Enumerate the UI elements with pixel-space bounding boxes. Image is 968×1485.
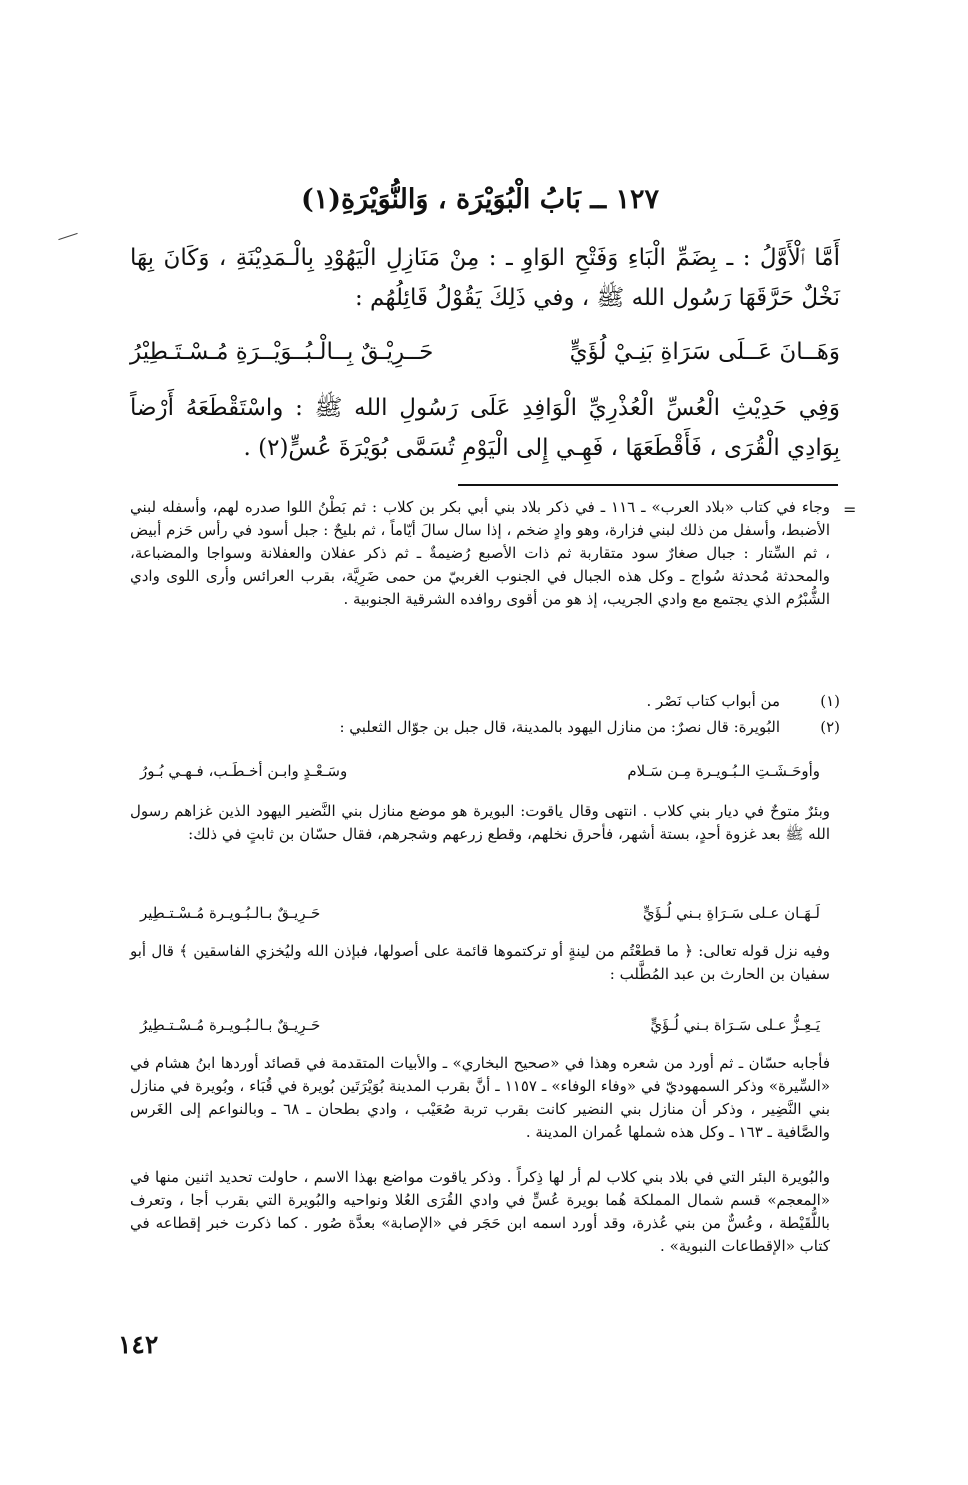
footnote-1-text: من أبواب كتاب نَصْر . <box>646 692 780 710</box>
footnote-2-number: (٢) <box>820 718 840 736</box>
footnote-separator <box>458 484 838 486</box>
footnote-verse-1-first-hemistich: وأوحَـشَـتِ الـبُـويـرة مِـن سَـلام <box>627 762 820 780</box>
footnote-verse-2-first-hemistich: لَـهَـان عـلى سَـرَاةِ بـني لُـؤَيٍّ <box>642 904 820 922</box>
chapter-title: ١٢٧ ــ بَابُ الْبُوَيْرَة ، وَالنُّوَيْرَةِ(١) <box>300 184 660 215</box>
stray-mark <box>58 233 77 240</box>
footnote-2-paragraph-3: فأجابه حسّان ـ ثم أورد من شعره وهذا في «صحيح البخاري» ـ والأبيات المتقدمة في قصائد أوردها ابنُ هشام في «السِّيرة» وذكر السمهوديّ في «وفاء الوفاء» ـ ١١٥٧ ـ أنَّ بقرب المدينة بُوَيْرَتَين بُويرة في قُبَاء ، وبُويرة في منازل بني النَّضِير ، وذكر أن منازل بني النضير كانت بقرب تربة صُعَيْب ، وادي بطحان ـ ٦٨ ـ وبالنواعم إلى الغَرس والصَّافية ـ ١٦٣ ـ وكل هذه شملها عُمران المدينة . <box>130 1054 831 1141</box>
continued-footnote: وجاء في كتاب «بلاد العرب» ـ ١١٦ ـ في ذكر بلاد بني أبي بكر بن كلاب : ثم بَطْنُ اللوا صدره لهم، وأسفله لبني الأضبط، وأسفل من ذلك لبني فزارة، وهو وادٍ ضخم ، إذا سال سالَ أيّاماً ، ثم بليحٌ : جبل أسود في رأس حَزم أبيض ، ثم السِّتار : جبال صغارٌ سود متقاربة ثم ذات الأصبع رُضيمةٌ ـ ثم ذكر عفلان والعفلانة وسواجا والمضباعة، والمحدثة مُحدثة سُواج ـ وكل هذه الجبال في الجنوب الغربيّ من حمى ضَرِيَّة، بقرب العرائس وأرى اللوى وادي الشُّبْرُم الذي يجتمع مع وادي الجريب، إذ هو من أقوى روافده الشرقية الجنوبية . <box>130 498 830 608</box>
main-paragraph-2: وَفِي حَدِيْثِ الْعُسِّ الْعُذْرِيِّ الْوَافِدِ عَلَى رَسُولِ الله ﷺ : واسْتَقْطَعَهُ أَرْضاً بِوَادِي الْقُرَى ، فَأَقْطَعَهَا ، فَهِـي إِلى الْيَوْمِ تُسَمَّى بُوَيْرَةَ عُسٍّ(٢) . <box>130 395 840 461</box>
footnote-verse-1 <box>140 758 820 784</box>
footnote-2 <box>130 716 840 740</box>
footnote-2-paragraph-4: والبُويرة البئر التي في بلاد بني كلاب لم أر لها ذِكراً . وذكر ياقوت مواضع بهذا الاسم ، حاولت تحديد اثنين منها في «المعجم» قسم شمال المملكة هُما بويرة عُسٍّ في وادي القُرَى العُلا ونواحيه والبُويرة التي بقرب أجا ، وتعرف باللُّقَيْطة ، وعُسٌّ من بني عُذرة، وقد أورد اسمه ابن حَجَر في «الإصابة» بعدَّة صُور . كما ذكرت خبر إقطاعه في كتاب «الإقطاعات النبوية» . <box>130 1168 830 1255</box>
page-number: ١٤٢ <box>118 1330 159 1359</box>
main-paragraph-1: أَمَّا ٱلْأَوَّلُ : ـ بِضَمِّ الْبَاءِ وَفَتْحِ الوَاوِ ـ : مِنْ مَنَازِلِ الْيَهُوْدِ بِالْـمَدِيْنَةِ ، وَكَانَ بِهَا نَخْلٌ حَرَّقَهَا رَسُول الله ﷺ ، وفي ذَلِكَ يَقُوْلُ قَائِلُهُم : <box>130 245 840 311</box>
footnote-verse-3 <box>140 1012 820 1038</box>
footnote-verse-2 <box>140 900 820 926</box>
footnote-verse-3-second-hemistich: حَـرِيـقٌ بـالـبُـويـرة مُـسْـتـطِيرُ <box>140 1016 321 1034</box>
footnote-verse-1-second-hemistich: وسَـعْـدٍ وابـن أخـطَـب، فـهـي بُـورُ <box>140 762 348 780</box>
main-verse-second-hemistich: حَــرِيْـقٌ بِــالْـبُــوَيْــرَةِ مُـسْـتَـطِيْرُ <box>130 339 434 365</box>
footnote-2-paragraph-1: وبئرٌ متوحٌ في ديار بني كلاب . انتهى وقال ياقوت: البويرة هو موضع منازل بني النَّضير اليهود الذين غزاهم رسول الله ﷺ بعد غزوة أحدٍ، بستة أشهر، فأحرق نخلهم، وقطع زرعهم وشجرهم، فقال حسّان بن ثابتٍ في ذلك: <box>130 802 830 843</box>
continuation-mark: = <box>843 500 857 519</box>
main-verse-first-hemistich: وَهَــانَ عَــلَى سَرَاةِ بَنِـيْ لُؤَيٍّ <box>569 339 840 365</box>
footnote-1 <box>130 690 840 714</box>
footnote-1-number: (١) <box>820 692 840 710</box>
footnote-2-text: البُويرة: قال نصرٌ: من منازل اليهود بالمدينة، قال جبل بن جوّال الثعلبي : <box>339 718 780 736</box>
main-verse <box>130 332 840 372</box>
footnote-verse-2-second-hemistich: حَـرِيـقٌ بـالـبُـويـرة مُـسْـتـطِير <box>140 904 321 922</box>
footnote-2-paragraph-2: وفيه نزل قوله تعالى: ﴿ ما قطعْتُم من لينةٍ أو تركتموها قائمة على أصولها، فبإذن الله وليُخزي الفاسقين ﴾ قال أبو سفيان بن الحارث بن عبد المُطَّلب : <box>130 942 830 983</box>
footnote-verse-3-first-hemistich: يَـعِـزُّ عـلى سَـرَاة بـني لُـؤَيٍّ <box>650 1016 820 1034</box>
